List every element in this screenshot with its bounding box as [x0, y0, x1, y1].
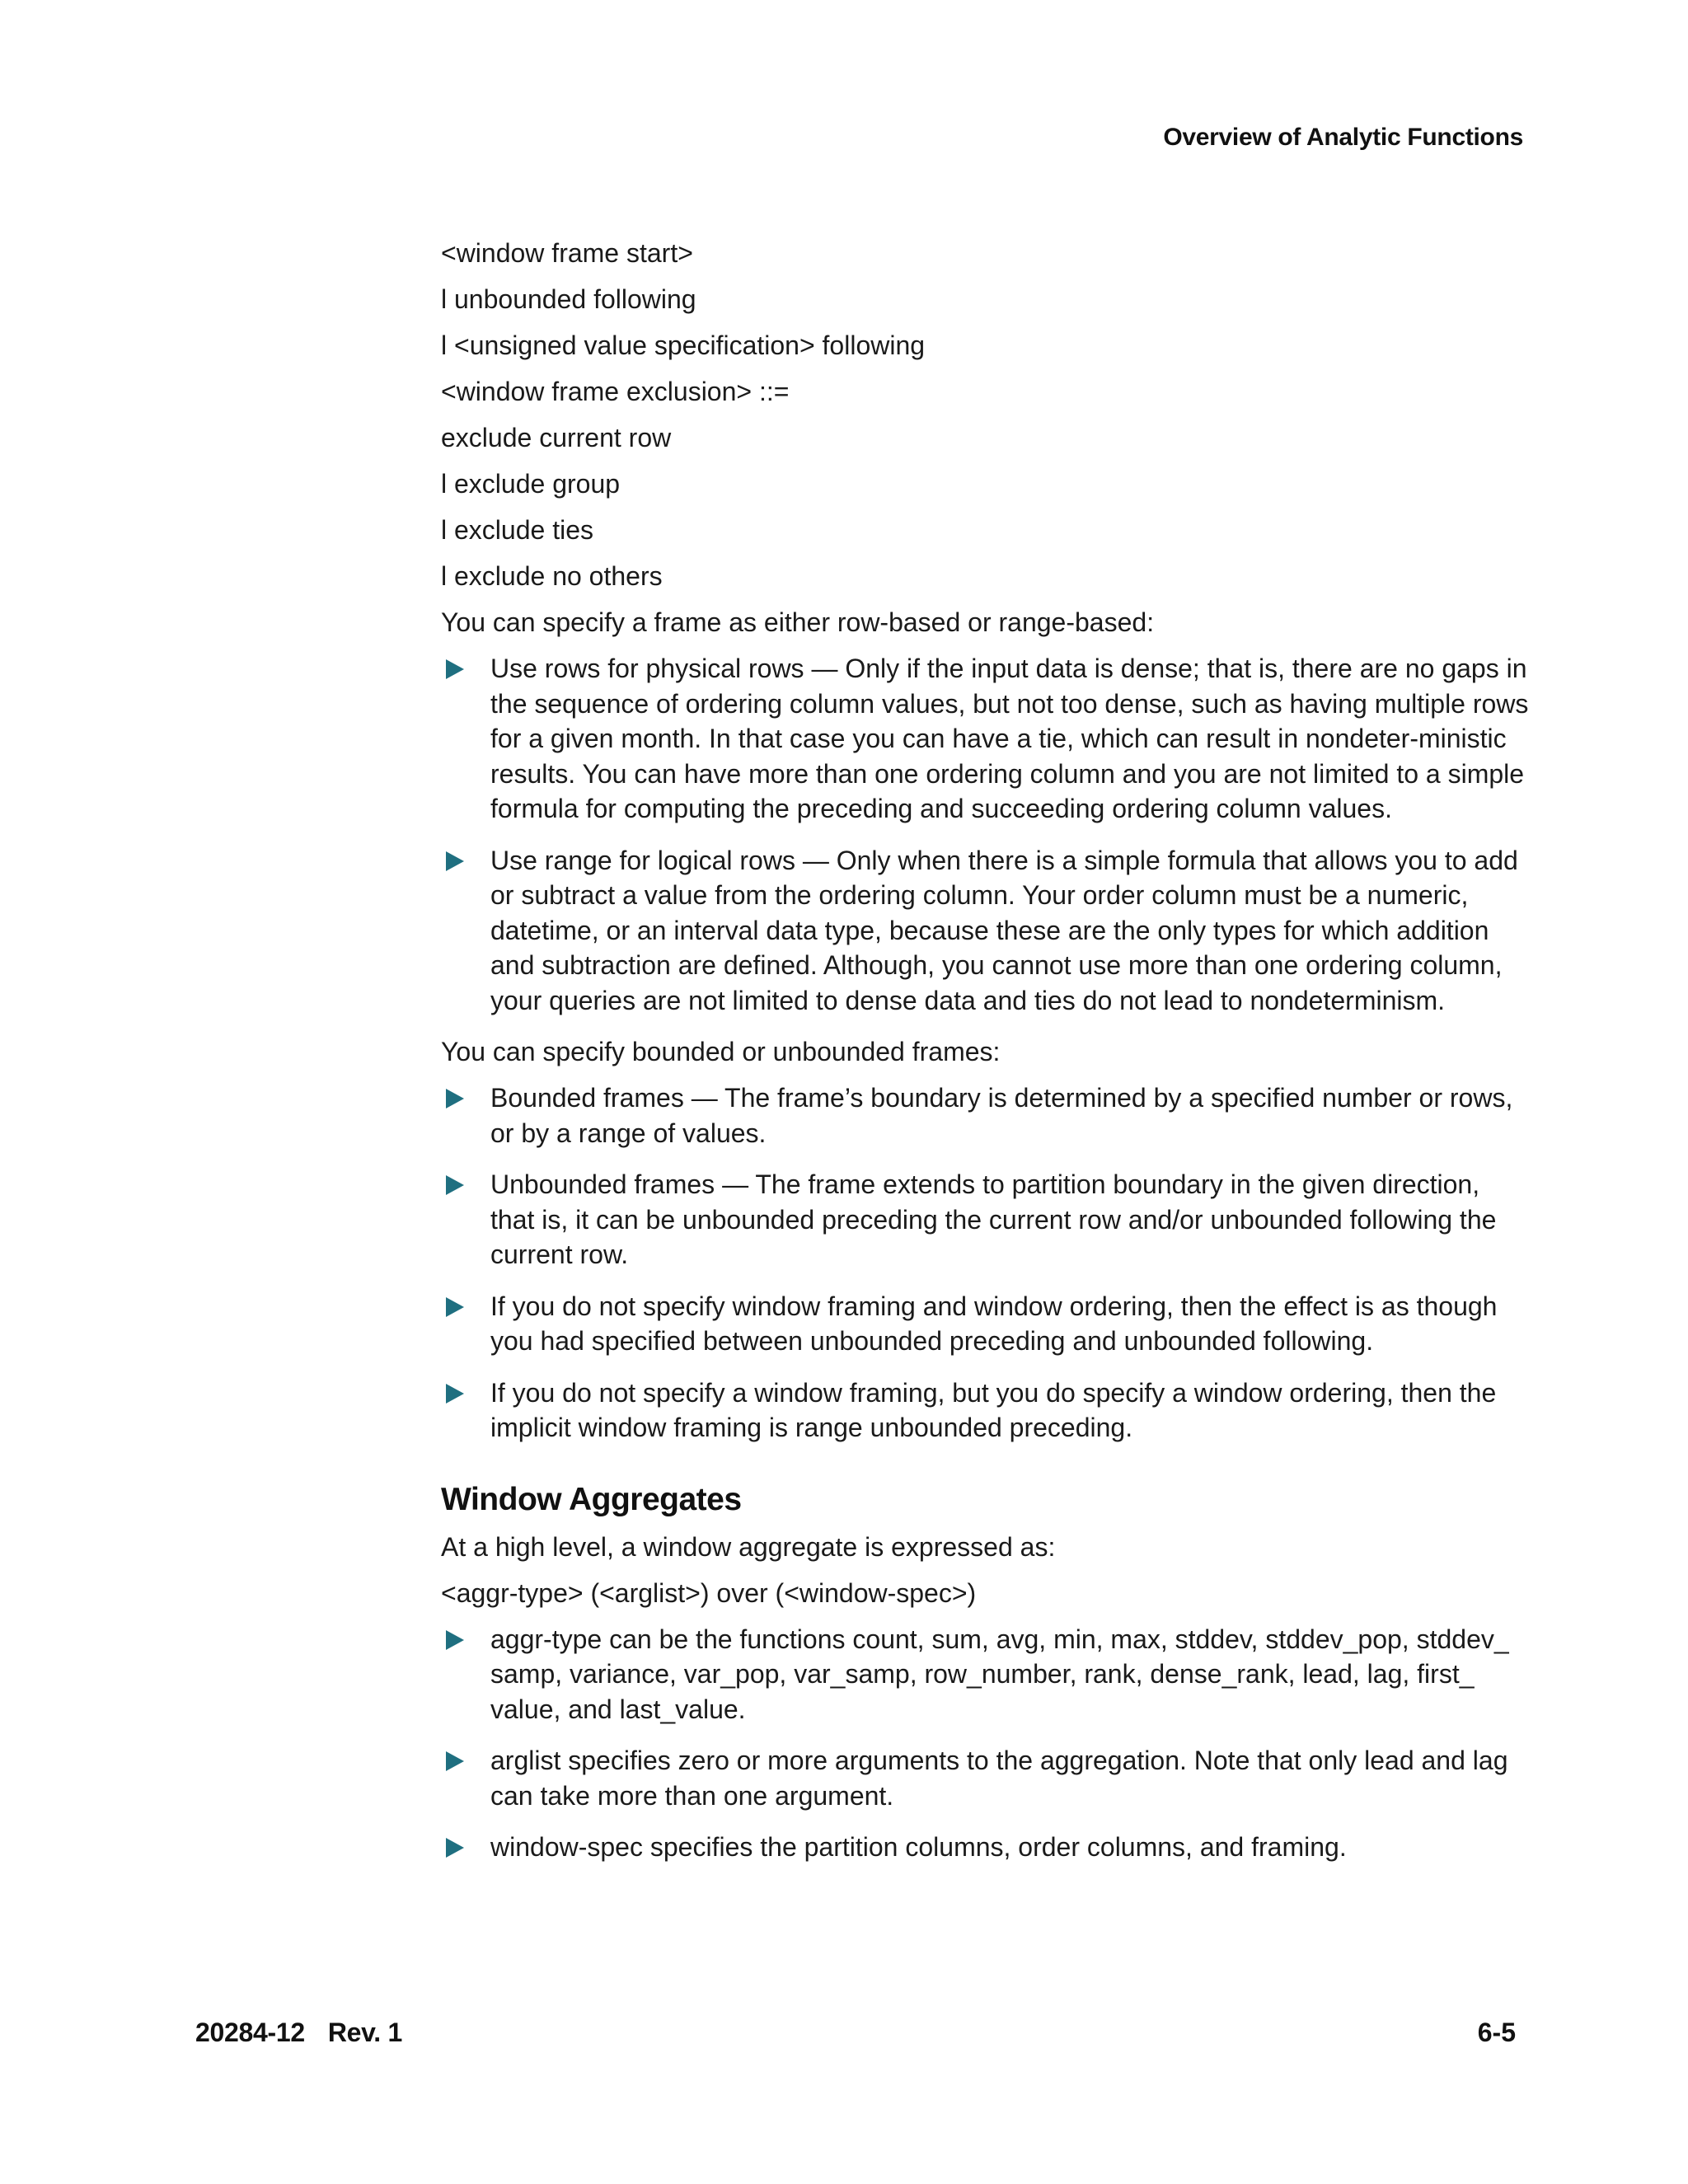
triangle-bullet-icon	[446, 1089, 464, 1108]
page-content	[441, 236, 1529, 1882]
triangle-bullet-icon	[446, 1751, 464, 1771]
triangle-bullet-icon	[446, 1838, 464, 1858]
doc-number: 20284-12	[195, 2018, 305, 2047]
triangle-bullet-icon	[446, 1384, 464, 1404]
list-item	[441, 843, 1529, 1019]
list-item	[441, 1743, 1529, 1813]
list-item	[441, 651, 1529, 827]
aggregates-syntax: <aggr-type> (<arglist>) over (<window-spec>)	[441, 1577, 977, 1608]
triangle-bullet-icon	[446, 1630, 464, 1650]
list-item	[441, 1830, 1529, 1865]
section-heading-window-aggregates: Window Aggregates	[441, 1481, 742, 1517]
triangle-bullet-icon	[446, 1175, 464, 1195]
page-number: 6-5	[1477, 2018, 1516, 2047]
syntax-line: l exclude group	[441, 469, 621, 499]
syntax-line: l unbounded following	[441, 284, 696, 314]
bullet-text: arglist specifies zero or more arguments to the aggregation. Note that only lead and lag can take more than one argument.	[490, 1746, 1508, 1811]
triangle-bullet-icon	[446, 1297, 464, 1317]
list-item	[441, 1080, 1529, 1151]
frame-bullet-list	[441, 651, 1529, 1018]
bullet-text: Use rows for physical rows — Only if the input data is dense; that is, there are no gaps in the sequence of ordering column values, but not too dense, such as having multiple rows for a given month. In that case you can have a tie, which can result in nondeter-ministic results. You can have more than one ordering column and you are not limited to a simple formula for computing the preceding and succeeding ordering column values.	[490, 654, 1529, 823]
aggregates-intro: At a high level, a window aggregate is expressed as:	[441, 1531, 1056, 1562]
list-item	[441, 1376, 1529, 1446]
bullet-text: If you do not specify window framing and window ordering, then the effect is as though you had specified between unbounded preceding and unbounded following.	[490, 1291, 1498, 1356]
aggregates-bullet-list	[441, 1622, 1529, 1865]
list-item	[441, 1167, 1529, 1272]
revision-label: Rev. 1	[327, 2018, 402, 2047]
syntax-line: l exclude ties	[441, 515, 593, 545]
bullet-text: Bounded frames — The frame’s boundary is determined by a specified number or rows, or by a range of values.	[490, 1083, 1513, 1148]
syntax-line: l <unsigned value specification> following	[441, 330, 926, 360]
footer-doc-id	[195, 2018, 402, 2048]
triangle-bullet-icon	[446, 851, 464, 871]
bullet-text: window-spec specifies the partition columns, order columns, and framing.	[490, 1832, 1347, 1862]
list-item	[441, 1289, 1529, 1359]
bullet-text: If you do not specify a window framing, but you do specify a window ordering, then the implicit window framing is range unbounded preceding.	[490, 1377, 1497, 1442]
frame-intro: You can specify a frame as either row-based or range-based:	[441, 607, 1155, 637]
list-item	[441, 1622, 1529, 1727]
syntax-line: <window frame exclusion> ::=	[441, 377, 790, 406]
bounded-intro: You can specify bounded or unbounded frames:	[441, 1037, 1001, 1066]
syntax-line: <window frame start>	[441, 238, 693, 268]
bullet-text: Unbounded frames — The frame extends to partition boundary in the given direction, that is, it can be unbounded preceding the current row and/or unbounded following the current row.	[490, 1169, 1497, 1269]
bounded-bullet-list	[441, 1080, 1529, 1446]
bullet-text: aggr-type can be the functions count, sum, avg, min, max, stddev, stddev_pop, stddev_ samp, variance, var_pop, var_samp, row_number, rank, dense_rank, lead, lag, first_ value, and last_value.	[490, 1624, 1509, 1724]
bullet-text: Use range for logical rows — Only when there is a simple formula that allows you to add or subtract a value from the ordering column. Your order column must be a numeric, datetime, or an interval data type, because these are the only types for which addition and subtraction are defined. Although, you cannot use more than one ordering column, your queries are not limited to dense data and ties do not lead to nondeterminism.	[490, 845, 1518, 1015]
running-header-title: Overview of Analytic Functions	[1163, 124, 1523, 151]
syntax-line: exclude current row	[441, 423, 672, 452]
syntax-line: l exclude no others	[441, 561, 663, 591]
triangle-bullet-icon	[446, 659, 464, 679]
